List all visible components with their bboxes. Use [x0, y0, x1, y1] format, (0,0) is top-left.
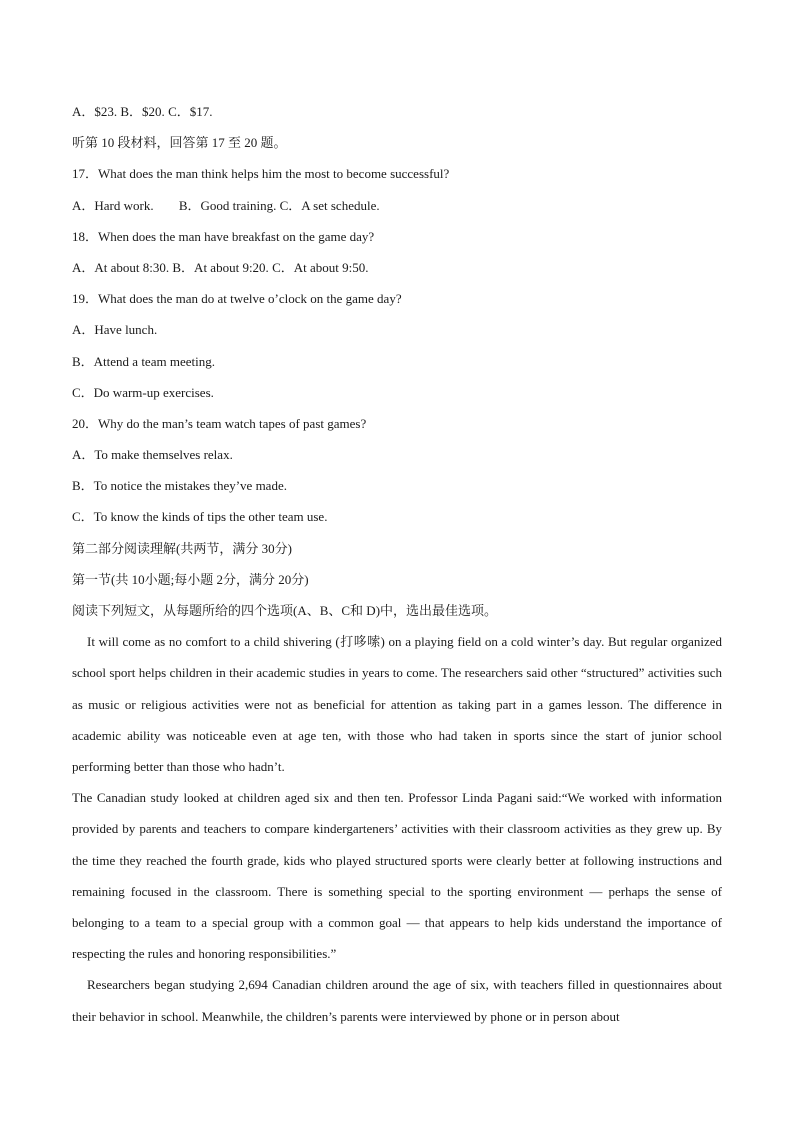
- q17-option-b: B．Good training.: [178, 197, 277, 213]
- q17-option-a: A．Hard work.: [72, 197, 154, 213]
- q17-options: [72, 190, 722, 221]
- reading-section-title: 第一节(共 10小题;每小题 2分，满分 20分): [72, 571, 309, 587]
- q17-option-c: C．A set schedule.: [279, 197, 380, 213]
- q18-options: [72, 252, 722, 283]
- reading-part-title: 第二部分阅读理解(共两节，满分 30分): [72, 540, 292, 556]
- q18-option-a: A．At about 8:30.: [72, 259, 170, 275]
- q19-option-b: B．Attend a team meeting.: [72, 353, 215, 369]
- q16-option-b: B．$20.: [120, 104, 165, 119]
- q18-stem: 18．When does the man have breakfast on the game day?: [72, 228, 375, 244]
- passage-paragraph-2: The Canadian study looked at children aged six and then ten. Professor Linda Pagani said:“We worked with information provided by parents and teachers to compare kindergarteners’ activities with their classroom activities as they grew up. By the time they reached the fourth grade, kids who played structured sports were clearly better at following instructions and remaining focused in the classroom. There is something special to the sporting environment — perhaps the sense of belonging to a team to a special group with a common goal — that appears to help kids understand the importance of respecting the rules and honoring responsibilities.”: [72, 790, 722, 962]
- reading-instruction: 阅读下列短文，从每题所给的四个选项(A、B、C和 D)中，选出最佳选项。: [72, 603, 498, 618]
- material-10-intro: 听第 10 段材料，回答第 17 至 20 题。: [72, 135, 287, 151]
- q19-option-a: A．Have lunch.: [72, 322, 158, 338]
- passage-paragraph-1: It will come as no comfort to a child shivering (打哆嗦) on a playing field on a cold winter’s day. But regular organized school sport helps children in their academic studies in years to come. The researchers said other “structured” activities such as music or religious activities were not as beneficial for attention as taking part in a games lesson. The difference in academic ability was noticeable even at age ten, with those who had taken in sports since the start of junior school performing better than those who hadn’t.: [72, 634, 722, 774]
- exam-page: [72, 96, 722, 1032]
- q20-option-a: A．To make themselves relax.: [72, 447, 233, 463]
- q16-options: [72, 96, 722, 127]
- q17-stem: 17．What does the man think helps him the most to become successful?: [72, 166, 450, 182]
- q20-option-c: C．To know the kinds of tips the other team use.: [72, 509, 328, 525]
- q19-option-c: C．Do warm-up exercises.: [72, 384, 214, 400]
- q20-option-b: B．To notice the mistakes they’ve made.: [72, 478, 287, 494]
- q19-stem: 19．What does the man do at twelve o’clock on the game day?: [72, 291, 402, 307]
- passage-paragraph-3: Researchers began studying 2,694 Canadian children around the age of six, with teachers filled in questionnaires about their behavior in school. Meanwhile, the children’s parents were interviewed by phone or in person about: [72, 977, 722, 1024]
- q16-option-c: C．$17.: [168, 104, 213, 119]
- q16-option-a: A．$23.: [72, 104, 118, 119]
- q18-option-c: C．At about 9:50.: [272, 259, 369, 275]
- q18-option-b: B．At about 9:20.: [172, 259, 269, 275]
- q20-stem: 20．Why do the man’s team watch tapes of past games?: [72, 415, 367, 431]
